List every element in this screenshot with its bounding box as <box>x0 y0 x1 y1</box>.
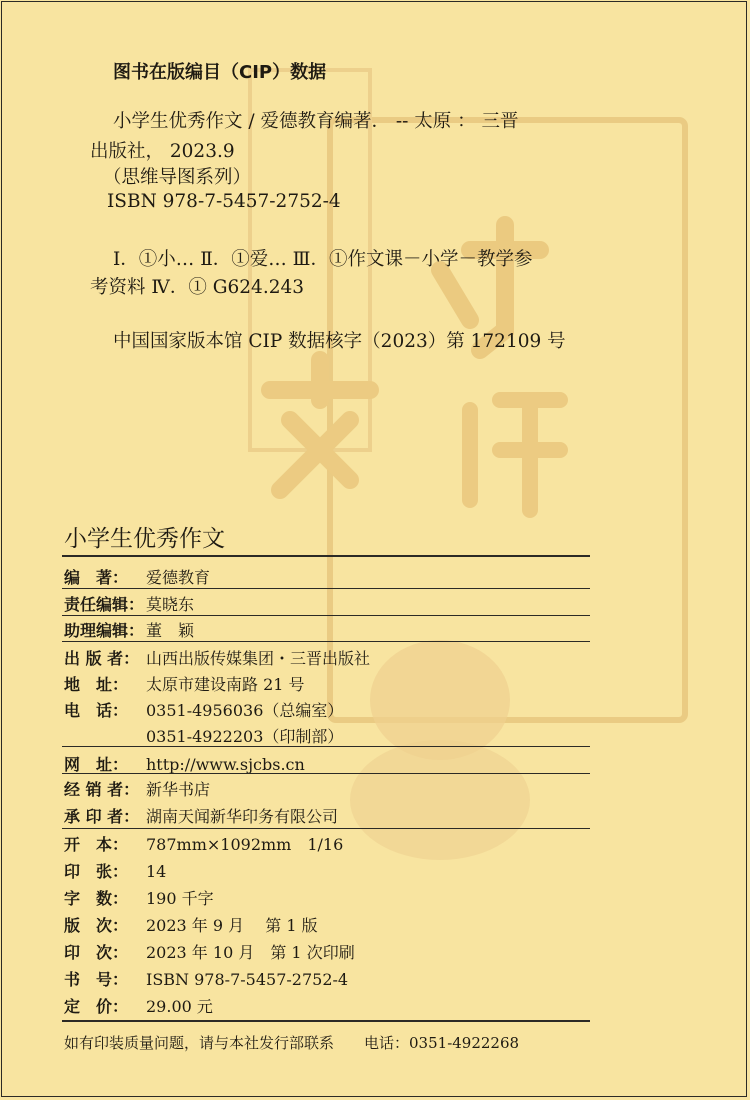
divider <box>62 555 590 557</box>
row-value: 山西出版传媒集团・三晋出版社 <box>146 649 371 668</box>
cip-line: 出版社， 2023.9 <box>90 141 235 162</box>
detail-row <box>64 804 338 827</box>
detail-row <box>64 592 194 615</box>
detail-row <box>64 724 343 747</box>
row-value: 湖南天闻新华印务有限公司 <box>146 807 339 826</box>
row-label: 网 址： <box>64 755 129 774</box>
row-label: 书 号： <box>64 970 129 989</box>
detail-row <box>64 752 305 775</box>
row-label: 定 价： <box>64 997 129 1016</box>
row-value: 太原市建设南路 21 号 <box>146 675 305 694</box>
row-label: 字 数： <box>64 889 129 908</box>
detail-row <box>64 832 343 855</box>
divider <box>62 773 590 774</box>
divider <box>62 828 590 829</box>
divider <box>62 615 590 616</box>
row-value: ISBN 978-7-5457-2752-4 <box>146 970 349 989</box>
cip-line: 小学生优秀作文 / 爱德教育编著． -- 太原 ： 三晋 <box>113 111 519 132</box>
row-value: 2023 年 9 月 第 1 版 <box>146 916 318 935</box>
cip-line: 考资料 Ⅳ．① G624.243 <box>90 277 305 298</box>
cip-line: 中国国家版本馆 CIP 数据核字（2023）第 172109 号 <box>113 331 566 352</box>
row-label: 开 本： <box>64 835 129 854</box>
row-value: 爱德教育 <box>146 568 211 587</box>
row-value: 0351-4956036（总编室） <box>146 701 344 720</box>
detail-row <box>64 913 318 936</box>
detail-row <box>64 994 213 1017</box>
cip-heading: 图书在版编目（CIP）数据 <box>113 62 327 83</box>
row-label: 经 销 者： <box>64 780 140 799</box>
detail-row <box>64 886 214 909</box>
row-value: 14 <box>146 862 167 881</box>
row-label: 责任编辑： <box>64 595 145 614</box>
divider <box>62 588 590 589</box>
cip-line: ISBN 978-7-5457-2752-4 <box>107 191 341 212</box>
row-label: 出 版 者： <box>64 649 140 668</box>
footer <box>64 1032 519 1053</box>
row-value: 0351-4922203（印制部） <box>146 727 344 746</box>
row-value: 29.00 元 <box>146 997 213 1016</box>
divider <box>62 641 590 642</box>
divider <box>62 1020 590 1022</box>
row-label: 版 次： <box>64 916 129 935</box>
row-value: 787mm×1092mm 1/16 <box>146 835 344 854</box>
row-value: 190 千字 <box>146 889 214 908</box>
detail-row <box>64 618 194 641</box>
detail-row <box>64 698 343 721</box>
row-label: 印 次： <box>64 943 129 962</box>
row-value: http://www.sjcbs.cn <box>146 755 305 774</box>
detail-row <box>64 672 305 695</box>
detail-row <box>64 565 210 588</box>
row-value: 董 颖 <box>146 621 195 640</box>
cip-line: Ⅰ．①小… Ⅱ．①爱… Ⅲ．①作文课－小学－教学参 <box>113 249 533 270</box>
detail-row <box>64 940 355 963</box>
row-value: 莫晓东 <box>146 595 195 614</box>
book-title: 小学生优秀作文 <box>64 526 225 552</box>
row-value: 2023 年 10 月 第 1 次印刷 <box>146 943 355 962</box>
row-label: 承 印 者： <box>64 807 140 826</box>
row-label: 编 著： <box>64 568 129 587</box>
row-label: 地 址： <box>64 675 129 694</box>
publisher-phone: 电话：0351-4922268 <box>364 1034 520 1052</box>
detail-row <box>64 859 166 882</box>
row-value: 新华书店 <box>146 780 211 799</box>
detail-row <box>64 967 348 990</box>
print-quality-notice: 如有印装质量问题，请与本社发行部联系 <box>64 1034 335 1052</box>
row-label: 印 张： <box>64 862 129 881</box>
cip-line: （思维导图系列） <box>103 167 252 188</box>
row-label: 电 话： <box>64 701 129 720</box>
detail-row <box>64 646 370 669</box>
row-label: 助理编辑： <box>64 621 145 640</box>
divider <box>62 746 590 747</box>
detail-row <box>64 777 210 800</box>
